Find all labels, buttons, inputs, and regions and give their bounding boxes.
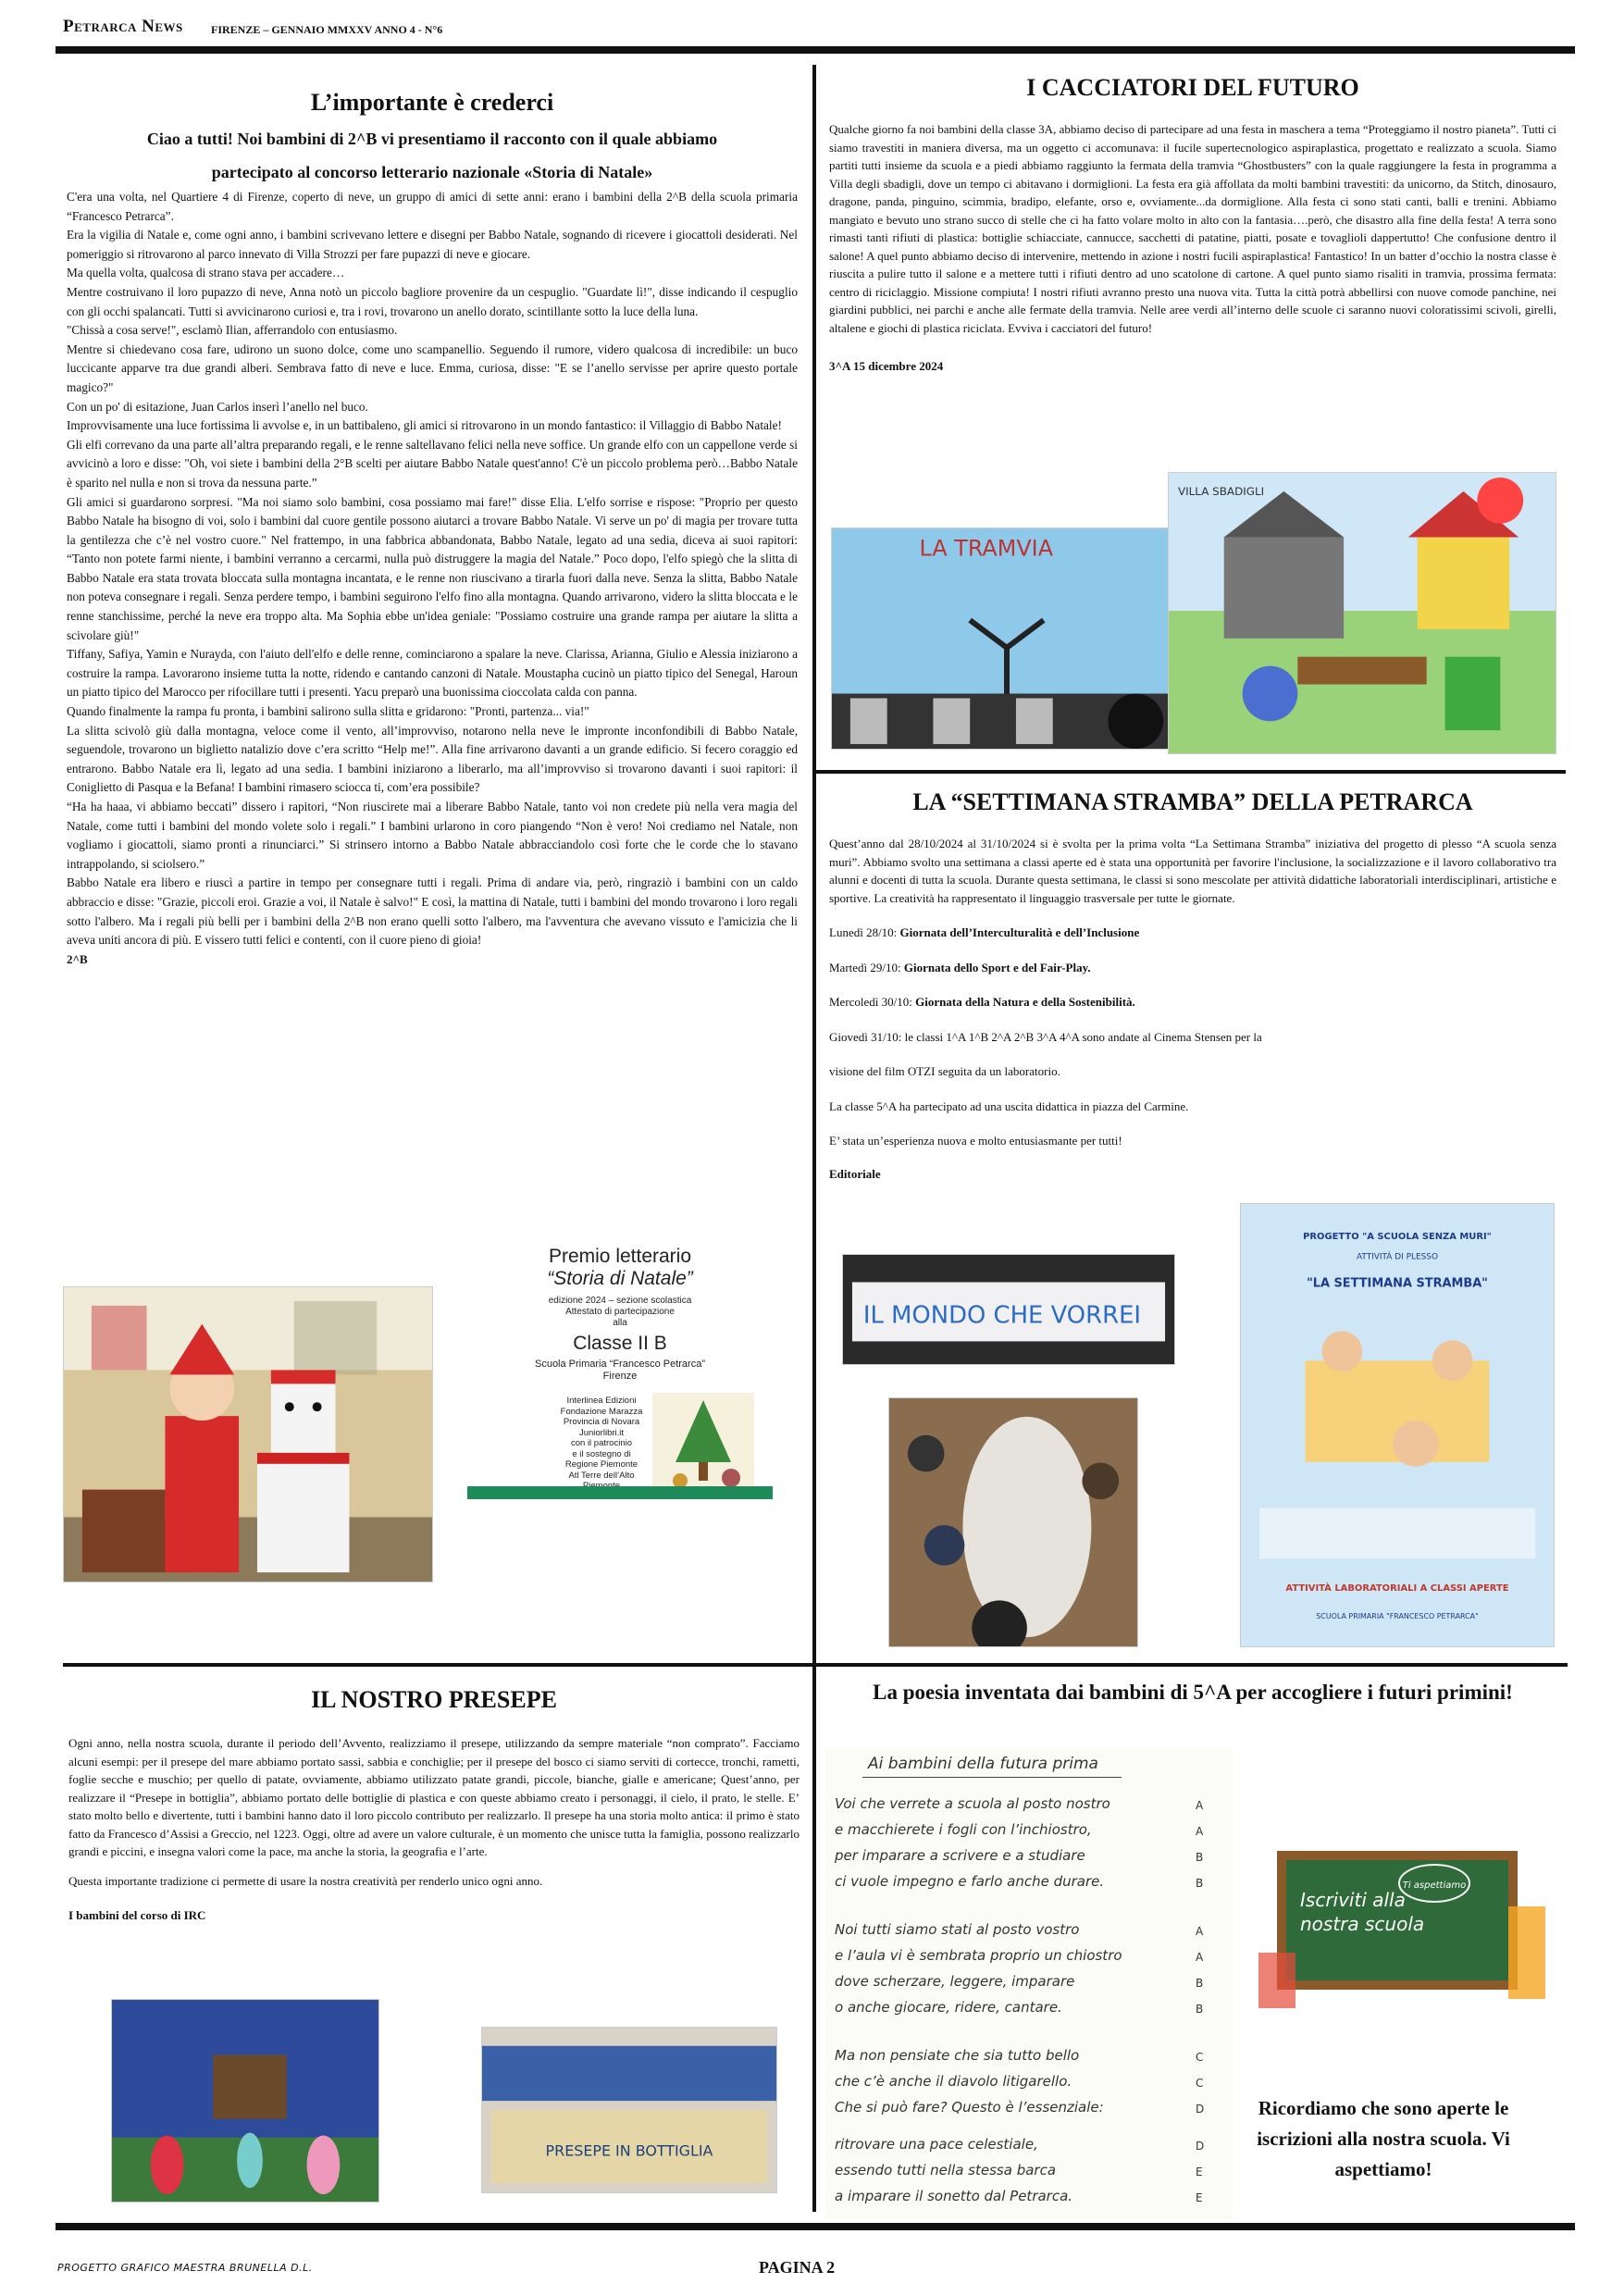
rhyme-mark: C: [1196, 2077, 1204, 2090]
rhyme-mark: E: [1196, 2166, 1203, 2178]
certificate-alla: alla: [613, 1318, 627, 1328]
certificate-school: Scuola Primaria “Francesco Petrarca”: [534, 1359, 705, 1370]
paragraph: Era la vigilia di Natale e, come ogni anno, i bambini scrivevano lettere e disegni per Babbo Natale, sognando di ricevere i giocattoli desiderati. Nel pomeriggio si ritrovarono al parco innevato di Villa Strozzi per fare pupazzi di neve e giocare.: [67, 228, 798, 261]
day-item: [829, 924, 1556, 942]
poster-settimana-stramba: [1240, 1203, 1555, 1647]
top-rule: [56, 46, 1575, 54]
thursday-text: visione del film OTZI seguita da un laboratorio.: [829, 1064, 1060, 1078]
rhyme-mark: B: [1196, 2003, 1204, 2016]
day-activity: Giornata dello Sport e del Fair-Play.: [903, 960, 1091, 974]
day-item: [829, 959, 1556, 977]
paragraph: Gli amici si guardarono sorpresi. "Ma noi siamo solo bambini, cosa possiamo mai fare!" disse Elia. L'elfo sorrise e rispose: "Proprio per questo Babbo Natale ha bisogno di voi, solo i bambini dal cuore gentile possono aiutarci a trovare Babbo Natale. Vi serve un po' di magia per trovare tutta la gentilezza che c’è nel vostro cuore." Nel frattempo, in una fabbrica abbandonata, Babbo Natale, legato ad una sedia, diceva ai suoi rapitori: “Tanto non potete farmi niente, i bambini verranno a cercarmi, nulla può distruggere la magia del Natale.” Poco dopo, l'elfo spiegò che la slitta di Babbo Natale era stata trovata bloccata sulla montagna incantata, e le renne non riuscivano a tirarla fuori dalla neve. Senza la slitta, Babbo Natale non poteva consegnare i regali. Senza perdere tempo, i bambini seguirono l'elfo fino alla montagna. Quando arrivarono, videro la slitta bloccata e le renne stanchissime, perché la neve era troppo alta. Ma Sophia ebbe un'idea geniale: "Possiamo costruire una grande rampa per aiutare la slitta a scivolare giù!": [67, 494, 798, 642]
photo-presepe-in-bottiglia: [481, 2027, 777, 2193]
column-divider: [812, 65, 816, 2212]
closing-text: E’ stata un’esperienza nuova e molto entusiasmante per tutti!: [829, 1134, 1122, 1148]
photo-snowman-decorations: [63, 1286, 433, 1582]
article-intro: partecipato al concorso letterario nazionale «Storia di Natale»: [211, 163, 653, 181]
certificate-illustration: [652, 1393, 754, 1495]
footer-credit: PROGETTO GRAFICO MAESTRA BRUNELLA D.L.: [57, 2262, 313, 2274]
photo-il-mondo-che-vorrei: [842, 1254, 1175, 1365]
certificate-class: Classe II B: [573, 1333, 667, 1354]
poem-line: Ma non pensiate che sia tutto bello: [835, 2047, 1080, 2064]
rhyme-mark: D: [1196, 2140, 1205, 2153]
poem-line: per imparare a scrivere e a studiare: [835, 1847, 1085, 1864]
rhyme-mark: B: [1196, 1877, 1204, 1890]
article-signature: 3^A 15 dicembre 2024: [829, 359, 944, 373]
poem-line: o anche giocare, ridere, cantare.: [835, 1999, 1062, 2016]
poem-title: Ai bambini della futura prima: [868, 1755, 1098, 1773]
rhyme-mark: A: [1196, 1825, 1204, 1838]
article-body: Ogni anno, nella nostra scuola, durante il periodo dell’Avvento, realizziamo il presepe, utilizzando da sempre materiale “non comprato”. Facciamo alcuni esempi: per il presepe del mare abbiamo portato sassi, sabbia e conchiglie; per il presepe del bosco ci siamo serviti di cortecce, tronchi, rametti, foglie secche e muschio; per quello di patate, ovviamente, abbiamo utilizzato patate grandi, piccole, bianche, gialle e americane; Quest’anno, per realizzare il “Presepe in bottiglia”, abbiamo portato delle bottiglie di plastica e con queste abbiamo creato i personaggi, il cielo, il prato, le stelle. E’ stato molto bello e divertente, tutti i bambini hanno dato il loro piccolo contributo per realizzarlo. Il presepe ha una storia molto antica: il primo è stato fatto da Francesco d’Assisi a Greccio, nel 1223. Oggi, oltre ad avere un valore culturale, è un momento che unisce tutta la famiglia, possono realizzarlo grandi e piccini, e insegna valori come la pace, ma anche la storia, la geografia e l’arte.: [68, 1736, 800, 1858]
masthead: [63, 15, 1581, 43]
poem-line: Noi tutti siamo stati al posto vostro: [835, 1921, 1080, 1938]
article-cacciatori-del-futuro: [829, 74, 1556, 374]
rhyme-mark: B: [1196, 1851, 1204, 1864]
paragraph: C'era una volta, nel Quartiere 4 di Firenze, coperto di neve, un gruppo di amici di sette anni: erano i bambini della 2^B della scuola primaria “Francesco Petrarca”.: [67, 190, 798, 223]
article-title: L’importante è crederci: [310, 89, 554, 116]
rhyme-mark: A: [1196, 1951, 1204, 1964]
rhyme-mark: A: [1196, 1799, 1204, 1812]
article-signature: Editoriale: [829, 1166, 881, 1181]
poster-top: PROGETTO "A SCUOLA SENZA MURI": [1303, 1231, 1492, 1242]
article-intro: Quest’anno dal 28/10/2024 al 31/10/2024 si è svolta per la prima volta “La Settimana Stramba” iniziativa del progetto di plesso “A scuola senza muri”. Abbiamo svolto una settimana a classi aperte ed è stata una opportunità per favorire l'inclusione, la socializzazione e il lavoro collaborativo tra alunni e docenti di tutta la scuola. Durante questa settimana, le classi si sono mescolate per attività didattiche laboratoriali interdisciplinari, artistiche e sportive. La creatività ha rappresentato il linguaggio trasversale per tutte le giornate.: [829, 837, 1556, 905]
rhyme-mark: A: [1196, 1925, 1204, 1938]
paragraph: Con un po' di esitazione, Juan Carlos inserì l’anello nel buco.: [67, 399, 368, 414]
poem-line: e macchierete i fogli con l’inchiostro,: [835, 1821, 1092, 1838]
poem-line: Che si può fare? Questo è l’essenziale:: [835, 2099, 1104, 2116]
day-label: Lunedì 28/10:: [829, 925, 898, 939]
handwritten-poem: [825, 1747, 1233, 2219]
article-settimana-stramba: [829, 788, 1556, 1182]
article-signature: I bambini del corso di IRC: [68, 1908, 206, 1922]
rhyme-mark: E: [1196, 2191, 1203, 2204]
bottom-rule: [56, 2223, 1575, 2230]
paragraph: Tiffany, Safiya, Yamin e Nurayda, con l'aiuto dell'elfo e delle renne, cominciarono a spalare la neve. Clarissa, Arianna, Giulio e Alessia iniziarono a costruire la rampa. Lavorarono insieme tutta la notte, ridendo e cantando canzoni di Natale. Moustapha cucinò un piatto tipico del Senegal, Haroun un piatto tipico del Marocco per rifocillare tutti i presenti. Yacu preparò una buonissima cioccolata calda con panna.: [67, 647, 798, 700]
enrollment-notice: Ricordiamo che sono aperte le iscrizioni alla nostra scuola. Vi aspettiamo!: [1257, 2097, 1510, 2180]
article-title: LA “SETTIMANA STRAMBA” DELLA PETRARCA: [912, 788, 1473, 815]
board-text: Iscriviti alla nostra scuola: [1300, 1889, 1425, 1935]
chalkboard-iscriviti: [1258, 1832, 1555, 2017]
article-title: La poesia inventata dai bambini di 5^A per accogliere i futuri primini!: [873, 1681, 1513, 1704]
day-activity: Giornata della Natura e della Sostenibilità.: [915, 995, 1135, 1009]
article-body: [67, 188, 798, 950]
article-title: I CACCIATORI DEL FUTURO: [1026, 74, 1359, 101]
poster-bottom1: ATTIVITÀ LABORATORIALI A CLASSI APERTE: [1285, 1583, 1509, 1595]
certificate-city: Firenze: [602, 1371, 638, 1382]
paragraph: “Ha ha haaa, vi abbiamo beccati” dissero i rapitori, “Non riuscirete mai a liberare Babbo Natale, tanto voi non credete più nella vera magia del Natale, come tutti i bambini del mondo volete solo i regali.” I bambini urlarono in coro piangendo “Non è vero! Noi crediamo nel Natale, non vogliamo i giocattoli, siamo pronti a rinunciarci.” Si strinsero intorno a Babbo Natale abbracciandolo così forte che le corde che lo stavano intrappolando, si sciolsero.”: [67, 800, 798, 871]
paragraph: Improvvisamente una luce fortissima li avvolse e, in un battibaleno, gli amici si ritrovarono in un mondo fantastico: il Villaggio di Babbo Natale!: [67, 418, 782, 433]
poster-bottom2: SCUOLA PRIMARIA "FRANCESCO PETRARCA": [1316, 1612, 1479, 1621]
article-nostro-presepe: [68, 1686, 800, 1923]
article-body: Questa importante tradizione ci permette di usare la nostra creatività per renderlo unico ogni anno.: [68, 1873, 543, 1888]
drawing-text: LA TRAMVIA: [919, 535, 1054, 562]
poem-line: a imparare il sonetto dal Petrarca.: [835, 2188, 1073, 2204]
poem-line: ritrovare una pace celestiale,: [835, 2136, 1038, 2153]
paragraph: "Chissà a cosa serve!", esclamò Ilian, afferrandolo con entusiasmo.: [67, 323, 398, 338]
poem-line: dove scherzare, leggere, imparare: [835, 1973, 1075, 1990]
drawing-la-tramvia: [831, 527, 1183, 750]
certificate-subtitle: “Storia di Natale”: [547, 1268, 693, 1289]
certificate-attestato: Attestato di partecipazione: [565, 1307, 675, 1317]
certificate-edition: edizione 2024 – sezione scolastica: [548, 1296, 692, 1306]
day-label: Mercoledì 30/10:: [829, 995, 912, 1009]
poem-line: Voi che verrete a scuola al posto nostro: [835, 1795, 1110, 1812]
article-poesia: [829, 1677, 1556, 1708]
paragraph: Gli elfi correvano da una parte all’altra preparando regali, e le renne saltellavano felici nella neve soffice. Un grande elfo con un cappellone verde si avvicinò a loro e disse: "Oh, voi siete i bambini della 2°B scelti per aiutare Babbo Natale quest'anno! C'è un piccolo problema però…Babbo Natale è sparito nel nulla e non si trova da nessuna parte.”: [67, 437, 798, 490]
day-item: [829, 993, 1556, 1011]
banner-text: IL MONDO CHE VORREI: [862, 1301, 1142, 1330]
article-title: IL NOSTRO PRESEPE: [311, 1686, 557, 1713]
page-number: PAGINA 2: [759, 2258, 836, 2277]
paragraph: Mentre si chiedevano cosa fare, udirono un suono dolce, come uno scampanellio. Seguendo il rumore, videro qualcosa di incredibile: un buco luccicante apparve tra due grandi alberi. Sembrava fatto di neve e luce. Emma, curiosa, disse: "E se l’anello servisse per aprire questo portale magico?": [67, 341, 798, 394]
paragraph: La slitta scivolò giù dalla montagna, veloce come il vento, all’improvviso, notarono nella neve le impronte inconfondibili di Babbo Natale, seguendole, trovarono un biglietto natalizio dove c’era scritto “Help me!”. Alla fine arrivarono davanti a un grande edificio. Si fecero coraggio ed entrarono. Babbo Natale era lì, legato ad una sedia. I bambini iniziarono a liberarlo, ma all’improvviso si trovarono davanti i suoi rapitori: il Coniglietto di Pasqua e la Befana! I bambini rimasero sciocca ti, com’era possibile?: [67, 723, 798, 795]
day-label: Martedì 29/10:: [829, 960, 901, 974]
day-activity: Giornata dell’Interculturalità e dell’Inclusione: [899, 925, 1140, 939]
paragraph: Mentre costruivano il loro pupazzo di neve, Anna notò un piccolo bagliore provenire da un cespuglio. "Guardate lì!", disse indicando il cespuglio con gli occhi spalancati. Tutti si avvicinarono curiosi e, tra i rovi, trovarono un anello dorato, scintillante sotto la luce della luna.: [67, 284, 798, 318]
paragraph: Ma quella volta, qualcosa di strano stava per accadere…: [67, 266, 345, 280]
newspaper-name: Petrarca News: [63, 17, 183, 36]
row-divider: [63, 1663, 1568, 1667]
article-intro: Ciao a tutti! Noi bambini di 2^B vi presentiamo il racconto con il quale abbiamo: [146, 130, 718, 148]
photo-presepe-1: [111, 1999, 379, 2203]
thursday-text: Giovedì 31/10: le classi 1^A 1^B 2^A 2^B 3^A 4^A sono andate al Cinema Stensen per la: [829, 1029, 1262, 1044]
rhyme-mark: D: [1196, 2103, 1205, 2116]
certificate-sponsors: Interlinea Edizioni Fondazione Marazza Provincia di Novara Juniorlibri.it con il patrocinio e il sostegno di Regione Piemonte Atl Terre dell’Alto: [560, 1396, 643, 1481]
certificate-premio-letterario: [467, 1231, 773, 1499]
poem-line: essendo tutti nella stessa barca: [835, 2162, 1057, 2178]
rhyme-mark: C: [1196, 2051, 1204, 2064]
article-storia-di-natale: [67, 89, 798, 967]
photo-children-drawing: [888, 1397, 1138, 1647]
poster-sub: ATTIVITÀ DI PLESSO: [1357, 1252, 1438, 1262]
fifth-class-text: La classe 5^A ha partecipato ad una uscita didattica in piazza del Carmine.: [829, 1098, 1189, 1113]
article-body: Qualche giorno fa noi bambini della classe 3A, abbiamo deciso di partecipare ad una festa in maschera a tema “Proteggiamo il nostro pianeta”. Tutti ci siamo travestiti in maniera diversa, ma un oggetto ci accomunava: il fucile supertecnologico aspiraplastica, progettato e realizzato a scuola. Siamo partiti tutti insieme da scuola e a piedi abbiamo raggiunto la fermata della tramvia “Ghostbusters” con la quale raggiungere la festa in programma a Villa degli sbadigli, dove un tempo ci abitavano i dormiglioni. La festa era già affollata da molti bambini travestiti: da unicorno, da Stitch, dinosauro, dragone, panda, pinguino, scimmia, bradipo, elefante, orso e, ovviamente...da dormiglione. Alla festa ci sono stati canti, balli e trenini. Abbiamo mangiato e bevuto uno strano succo di stelle che ci ha fatto volare molto in alto con la fantasia….però, che disastro alla fine della festa! A terra sono rimasti tanti rifiuti di plastica: bottiglie schiacciate, cannucce, sacchetti di patatine, piatti, posate e tovaglioli dappertutto! Che confusione dentro il salone! A quel punto abbiamo deciso di intervenire, mettendo in azione i nostri fucili aspiraplastica! Fantastico! In un batter d’occhio la nostra classe è riuscita a pulire tutto il salone e a mettere tutti i rifiuti dentro ad uno scatolone di cartone. A quel punto siamo risaliti in tramvia, prossima fermata: centro di riciclaggio. Missione compiuta! I nostri rifiuti avranno presto una nuova vita. Tutta la città potrà abbellirsi con nuove comode panchine, nei giardini pubblici, nei parchi e anche alle fermate della tramvia. Nelle aree verdi all’interno delle scuole ci saranno nuovi coloratissimi scivoli, girelli, altalene e giochi di plastica riciclata. Evviva i cacciatori del futuro!: [829, 122, 1556, 335]
dateline: FIRENZE – GENNAIO MMXXV ANNO 4 - N°6: [211, 23, 443, 36]
article-signature: 2^B: [67, 951, 88, 966]
poster-title: "LA SETTIMANA STRAMBA": [1307, 1276, 1488, 1291]
poem-line: che c’è anche il diavolo litigarello.: [835, 2073, 1072, 2090]
board-bubble-text: Ti aspettiamo: [1402, 1880, 1467, 1891]
drawing-villa-sbadigli: [1168, 472, 1556, 754]
poem-line: e l’aula vi è sembrata proprio un chiostro: [835, 1947, 1122, 1964]
photo-sign-text: PRESEPE IN BOTTIGLIA: [545, 2141, 713, 2160]
paragraph: Babbo Natale era libero e riuscì a partire in tempo per consegnare tutti i regali. Prima di andare via, però, ringraziò i bambini con un caldo abbraccio e disse: "Grazie, piccoli eroi. Grazie a voi, il Natale è salvo!" E così, la mattina di Natale, tutti i bambini del mondo trovarono i loro regali sotto l'albero. Ma i regali più belli per i bambini della 2^B non erano quelli sotto l'albero, ma l'avventura che avevano vissuto e l'amicizia che li aveva uniti ancora di più. E vissero tutti felici e contenti, con il cuore pieno di gioia!: [67, 875, 798, 948]
right-divider-1: [816, 770, 1566, 774]
poem-title-underline: [862, 1777, 1122, 1778]
paragraph: Quando finalmente la rampa fu pronta, i bambini salirono sulla slitta e gridarono: "Pronti, partenza... via!": [67, 704, 589, 719]
drawing-text: VILLA SBADIGLI: [1177, 484, 1265, 498]
poem-line: ci vuole impegno e farlo anche durare.: [835, 1873, 1105, 1890]
rhyme-mark: B: [1196, 1977, 1204, 1990]
certificate-bottom-band: [467, 1486, 773, 1499]
certificate-title: Premio letterario: [548, 1246, 692, 1267]
